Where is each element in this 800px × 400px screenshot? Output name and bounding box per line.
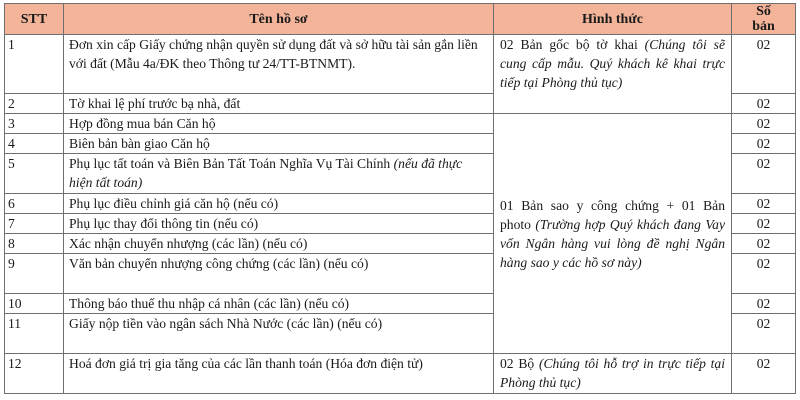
header-quantity: [732, 4, 796, 35]
row-quantity: 02: [732, 134, 796, 154]
row-document-name: [64, 154, 494, 194]
table-row: [5, 35, 796, 94]
row-document-name-text: Phụ lục tất toán và Biên Bản Tất Toán Nghĩa Vụ Tài Chính: [69, 156, 391, 171]
row-document-name: Hoá đơn giá trị gia tăng của các lần thanh toán (Hóa đơn điện tử): [64, 354, 494, 394]
row-quantity: 02: [732, 214, 796, 234]
table-header-row: [5, 4, 796, 35]
row-document-name-note: (nếu đã thực hiện tất toán): [69, 156, 463, 190]
header-quantity-line1: Số: [756, 4, 771, 19]
row-stt: 7: [5, 214, 64, 234]
row-document-name: Phụ lục điều chỉnh giá căn hộ (nếu có): [64, 194, 494, 214]
form-cell-set: [494, 354, 732, 394]
row-quantity: 02: [732, 194, 796, 214]
row-document-name: Xác nhận chuyển nhượng (các lần) (nếu có): [64, 234, 494, 254]
row-quantity: 02: [732, 354, 796, 394]
row-document-name: Giấy nộp tiền vào ngân sách Nhà Nước (các lần) (nếu có): [64, 314, 494, 354]
row-document-name: Phụ lục thay đổi thông tin (nếu có): [64, 214, 494, 234]
row-document-name: Văn bản chuyển nhượng công chứng (các lần) (nếu có): [64, 254, 494, 294]
row-quantity: 02: [732, 154, 796, 194]
form-note: (Chúng tôi hỗ trợ in trực tiếp tại Phòng thủ tục): [500, 356, 725, 390]
row-stt: 2: [5, 94, 64, 114]
header-document-name: Tên hồ sơ: [64, 4, 494, 35]
form-text: 02 Bộ: [500, 356, 535, 371]
header-quantity-line2: bản: [752, 19, 775, 34]
row-stt: 10: [5, 294, 64, 314]
row-stt: 8: [5, 234, 64, 254]
row-quantity: 02: [732, 94, 796, 114]
row-quantity: 02: [732, 314, 796, 354]
table-row: [5, 354, 796, 394]
form-text: 02 Bản gốc bộ tờ khai: [500, 37, 638, 52]
row-quantity: 02: [732, 234, 796, 254]
row-stt: 5: [5, 154, 64, 194]
row-stt: 11: [5, 314, 64, 354]
row-quantity: 02: [732, 294, 796, 314]
header-stt: STT: [5, 4, 64, 35]
form-text: 01 Bản sao y công chứng + 01 Bản photo: [500, 197, 725, 232]
row-stt: 9: [5, 254, 64, 294]
row-document-name: Thông báo thuế thu nhập cá nhân (các lần) (nếu có): [64, 294, 494, 314]
form-note: (Trường hợp Quý khách đang Vay vốn Ngân hàng vui lòng đề nghị Ngân hàng sao y các hồ sơ này): [500, 216, 725, 270]
row-quantity: 02: [732, 35, 796, 94]
header-form: Hình thức: [494, 4, 732, 35]
row-stt: 1: [5, 35, 64, 94]
form-cell-certified-copy: [494, 114, 732, 354]
document-checklist-table: [4, 3, 796, 394]
row-quantity: 02: [732, 114, 796, 134]
row-stt: 3: [5, 114, 64, 134]
row-stt: 4: [5, 134, 64, 154]
row-document-name: Tờ khai lệ phí trước bạ nhà, đất: [64, 94, 494, 114]
row-quantity: 02: [732, 254, 796, 294]
row-stt: 12: [5, 354, 64, 394]
row-document-name: Đơn xin cấp Giấy chứng nhận quyền sử dụng đất và sở hữu tài sản gắn liền với đất (Mẫu 4a/ĐK theo Thông tư 24/TT-BTNMT).: [64, 35, 494, 94]
row-document-name: Biên bản bàn giao Căn hộ: [64, 134, 494, 154]
form-note: (Chúng tôi sẽ cung cấp mẫu. Quý khách kê khai trực tiếp tại Phòng thủ tục): [500, 37, 725, 90]
row-stt: 6: [5, 194, 64, 214]
form-cell-original: [494, 35, 732, 114]
table-row: [5, 114, 796, 134]
row-document-name: Hợp đồng mua bán Căn hộ: [64, 114, 494, 134]
